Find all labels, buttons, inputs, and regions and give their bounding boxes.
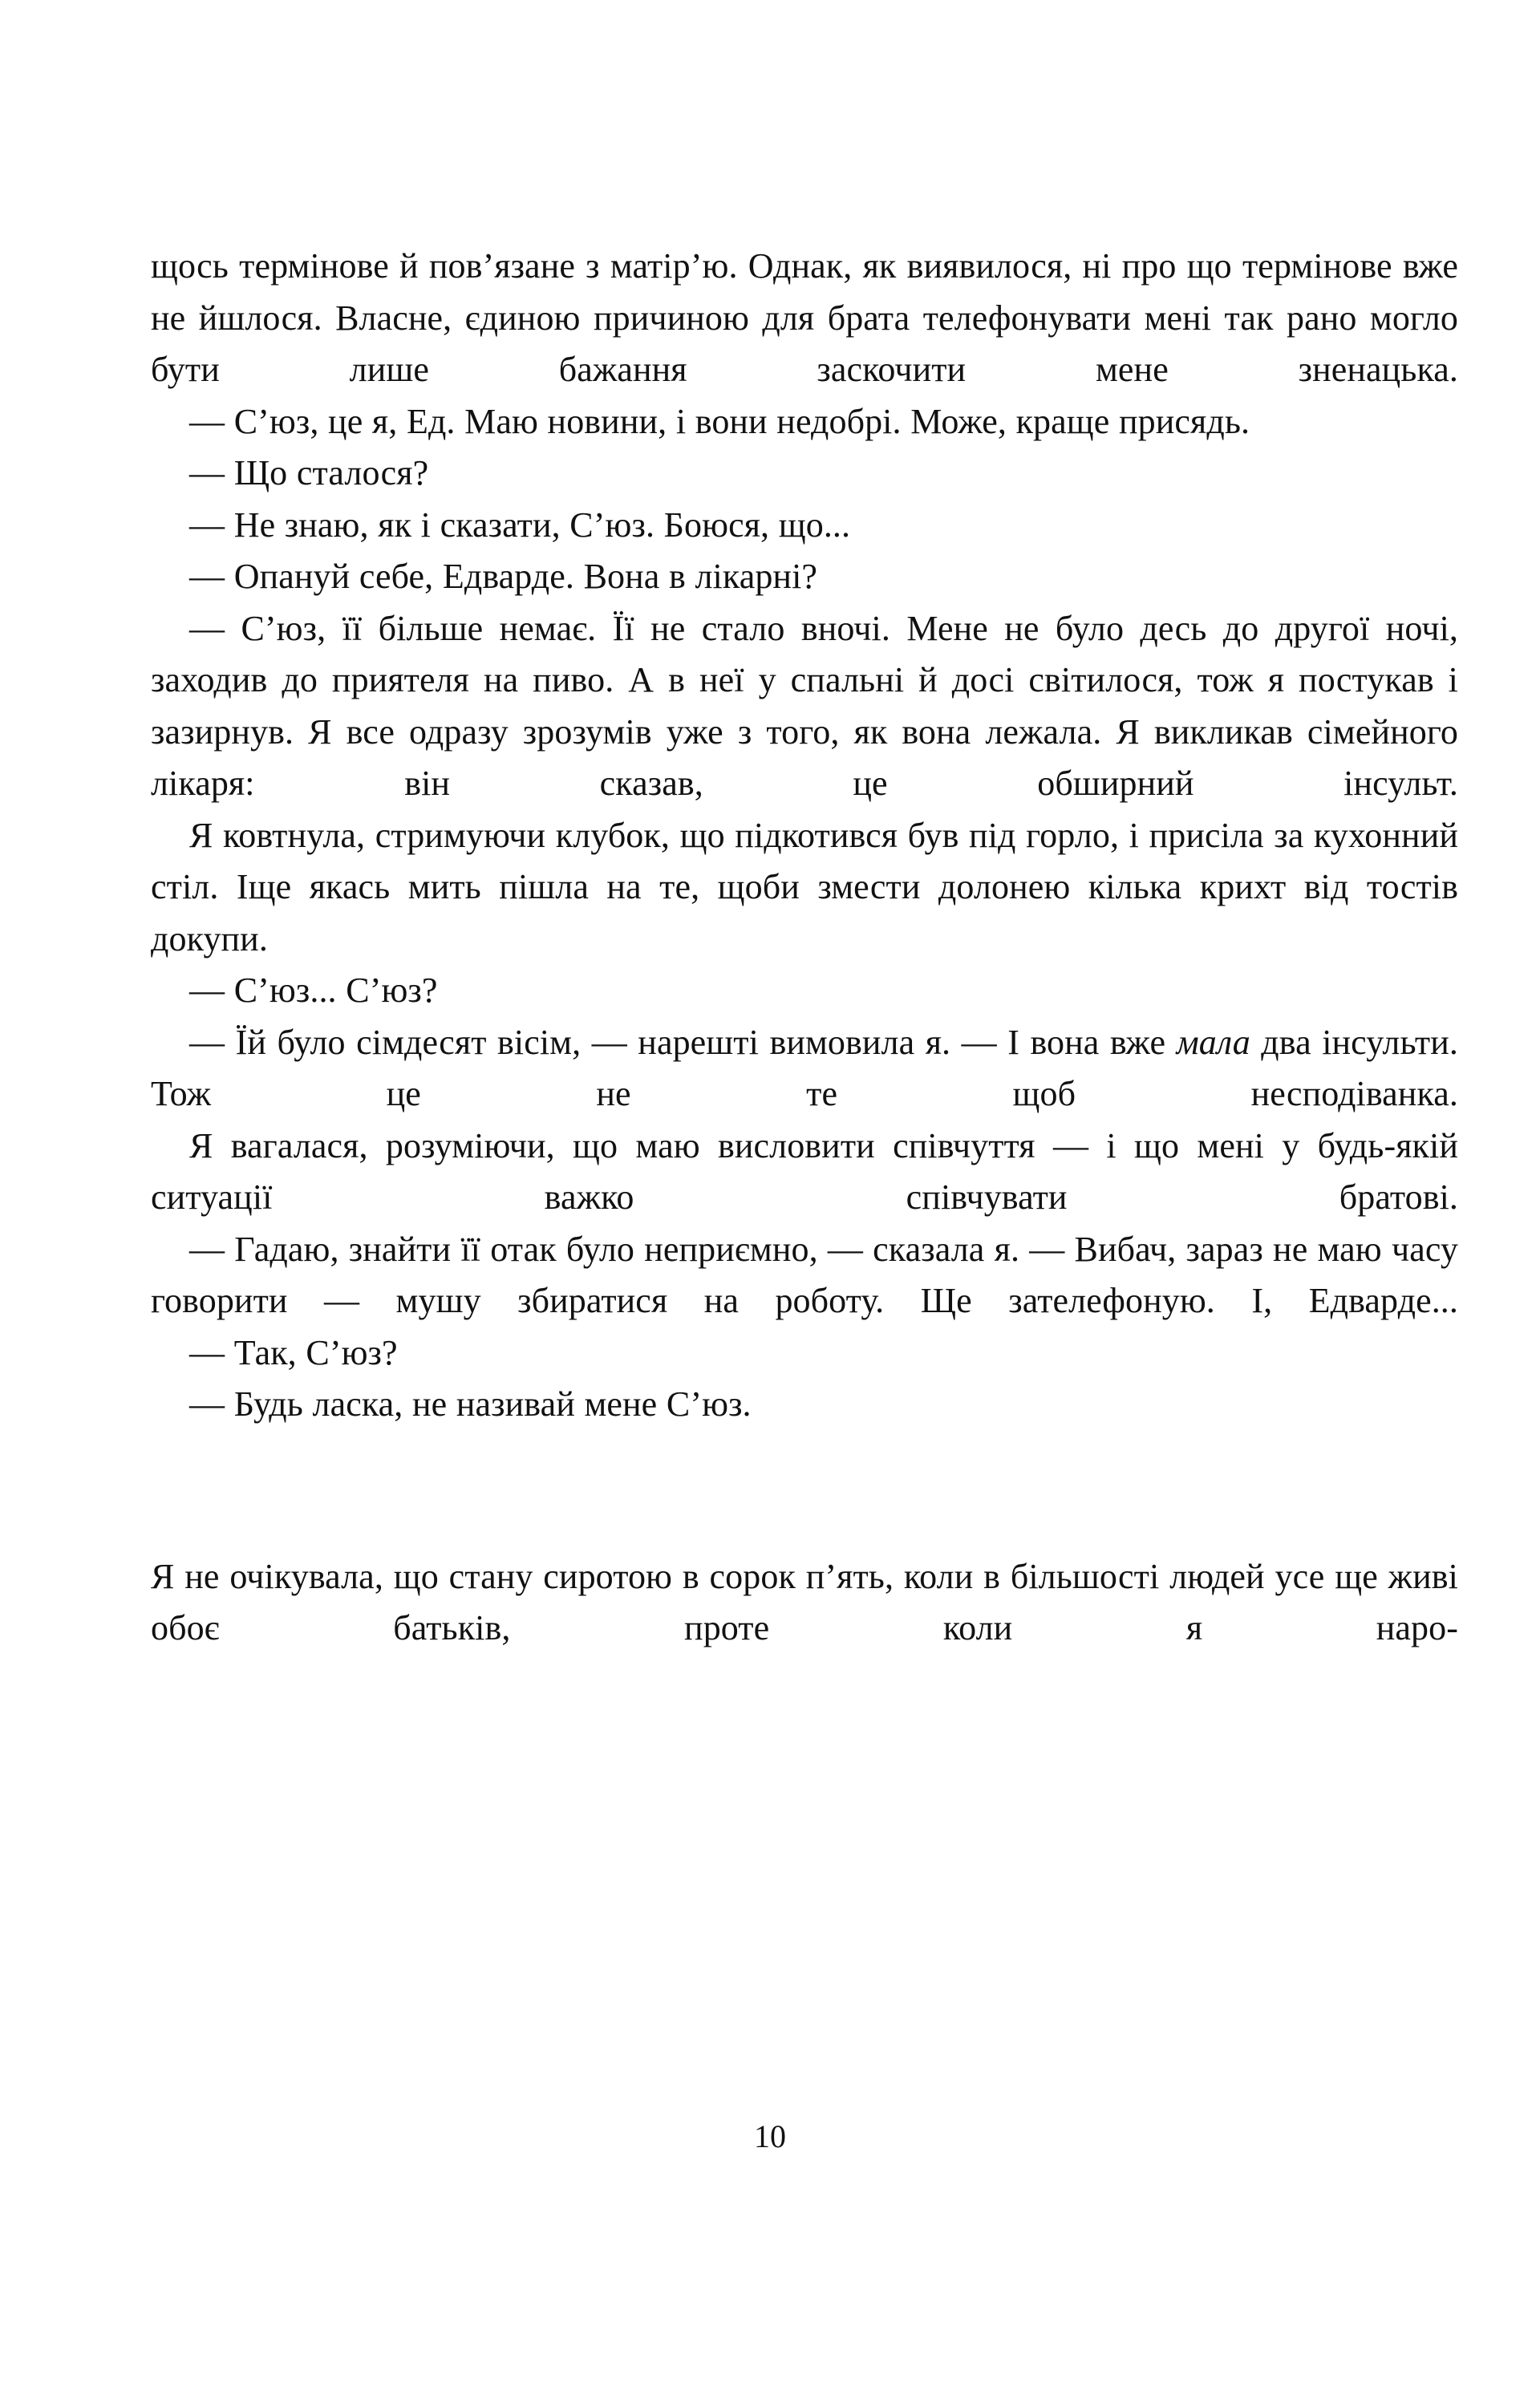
text-segment: — Їй було сімдесят вісім, — нарешті вимовила я. — І вона вже — [189, 1022, 1177, 1062]
dialogue-paragraph: — С’юз, її більше немає. Її не стало вночі. Мене не було десь до другої ночі, заходив до приятеля на пиво. А в неї у спальні й досі світилося, тож я постукав і зазирнув. Я все одразу зрозумів уже з того, як вона лежала. Я викликав сімейного лікаря: він сказав, це обширний інсульт. — [151, 608, 1458, 803]
dialogue-line: — С’юз, це я, Ед. Маю новини, і вони недобрі. Може, краще присядь. — [189, 401, 1250, 441]
page-number: 10 — [754, 2118, 786, 2154]
closing-paragraph: Я не очікувала, що стану сиротою в сорок п’ять, коли в більшості людей усе ще живі обоє батьків, проте коли я наро- — [151, 1556, 1458, 1647]
emphasized-word: мала — [1176, 1022, 1250, 1062]
page-text-body — [151, 241, 1458, 1655]
section-break-spacer — [151, 1431, 1458, 1551]
dialogue-paragraph: — Гадаю, знайти її отак було неприємно, — сказала я. — Вибач, зараз не маю часу говорити — мушу збиратися на роботу. Ще зателефоную. І, Едварде... — [151, 1229, 1458, 1320]
dialogue-line: — С’юз... С’юз? — [189, 971, 438, 1010]
paragraph-continuation: щось термінове й пов’язане з матір’ю. Однак, як виявилося, ні про що термінове вже не йшлося. Власне, єдиною причиною для брата телефонувати мені так рано могло бути лише бажання заскочити мене зненацька. — [151, 246, 1458, 389]
narration-paragraph: Я ковтнула, стримуючи клубок, що підкотився був під горло, і присіла за кухонний стіл. Іще якась мить пішла на те, щоби змести долонею кілька крихт від тостів докупи. — [151, 815, 1458, 958]
dialogue-line: — Так, С’юз? — [189, 1332, 398, 1372]
narration-paragraph: Я вагалася, розуміючи, що маю висловити співчуття — і що мені у будь-якій ситуації важко співчувати братові. — [151, 1125, 1458, 1217]
text-segment: два інсульти. Тож це не те щоб несподіванка. — [151, 1022, 1459, 1113]
dialogue-line: — Опануй себе, Едварде. Вона в лікарні? — [189, 557, 818, 596]
dialogue-line: — Не знаю, як і сказати, С’юз. Боюся, що... — [189, 505, 851, 545]
dialogue-line: — Будь ласка, не називай мене С’юз. — [189, 1384, 752, 1424]
dialogue-line: — Що сталося? — [189, 453, 429, 492]
dialogue-paragraph-with-emphasis — [151, 1017, 1458, 1121]
